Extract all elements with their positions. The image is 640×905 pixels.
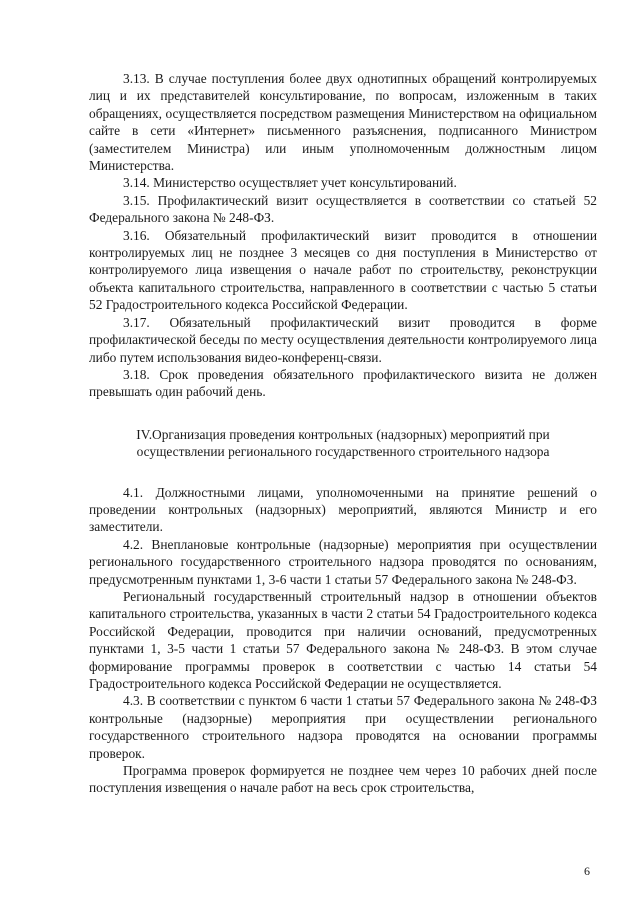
paragraph-3-18: 3.18. Срок проведения обязательного профилактического визита не должен превышать один рабочий день. — [89, 366, 597, 400]
section-heading — [89, 426, 597, 461]
paragraph-inspection-program: Программа проверок формируется не позднее чем через 10 рабочих дней после поступления извещения о начале работ на весь срок строительства, — [89, 763, 597, 796]
paragraph-4-2: 4.2. Внеплановые контрольные (надзорные) мероприятия при осуществлении регионального государственного строительного надзора проводятся по основаниям, предусмотренным пунктами 1, 3-6 части 1 статьи 57 Федерального закона № 248-ФЗ. — [89, 536, 597, 587]
paragraph-regional-supervision: Региональный государственный строительный надзор в отношении объектов капитального строительства, указанных в части 2 статьи 54 Градостроительного кодекса Российской Федерации, проводится при наличии оснований, предусмотренных пунктами 1, 3-5 части 1 статьи 57 Федерального закона № 248-ФЗ. В этом случае формирование программы проверок в соответствии с частью 14 статьи 54 Градостроительного кодекса Российской Федерации не осуществляется. — [89, 588, 597, 691]
section-heading-line-2: осуществлении регионального государственного строительного надзора — [136, 444, 550, 460]
section-heading-line-1: IV.Организация проведения контрольных (надзорных) мероприятий при — [136, 426, 550, 442]
paragraph-4-3: 4.3. В соответствии с пунктом 6 части 1 статьи 57 Федерального закона № 248-ФЗ контрольные (надзорные) мероприятия при осуществлении регионального государственного строительного надзора проводятся на основании программы проверок. — [89, 693, 597, 761]
paragraph-4-1: 4.1. Должностными лицами, уполномоченными на принятие решений о проведении контрольных (надзорных) мероприятий, являются Министр и его заместители. — [89, 484, 597, 535]
page-number: 6 — [584, 864, 590, 878]
paragraph-3-15: 3.15. Профилактический визит осуществляется в соответствии со статьей 52 Федерального закона № 248-ФЗ. — [89, 192, 597, 226]
paragraph-3-17: 3.17. Обязательный профилактический визит проводится в форме профилактической беседы по месту осуществления деятельности контролируемого лица либо путем использования видео-конференц-связи. — [89, 314, 597, 365]
paragraph-3-13: 3.13. В случае поступления более двух однотипных обращений контролируемых лиц и их представителей консультирование, по вопросам, изложенным в таких обращениях, осуществляется посредством размещения Министерством на официальном сайте в сети «Интернет» письменного разъяснения, подписанного Министром (заместителем Министра) или иным уполномоченным должностным лицом Министерства. — [89, 71, 597, 174]
paragraph-3-16: 3.16. Обязательный профилактический визит проводится в отношении контролируемых лиц не позднее 3 месяцев со дня поступления в Министерство от контролируемого лица извещения о начале работ по строительству, реконструкции объекта капитального строительства, направленного в соответствии с частью 5 статьи 52 Градостроительного кодекса Российской Федерации. — [89, 227, 597, 313]
paragraph-3-14: 3.14. Министерство осуществляет учет консультирований. — [123, 175, 457, 191]
document-body — [89, 70, 597, 797]
